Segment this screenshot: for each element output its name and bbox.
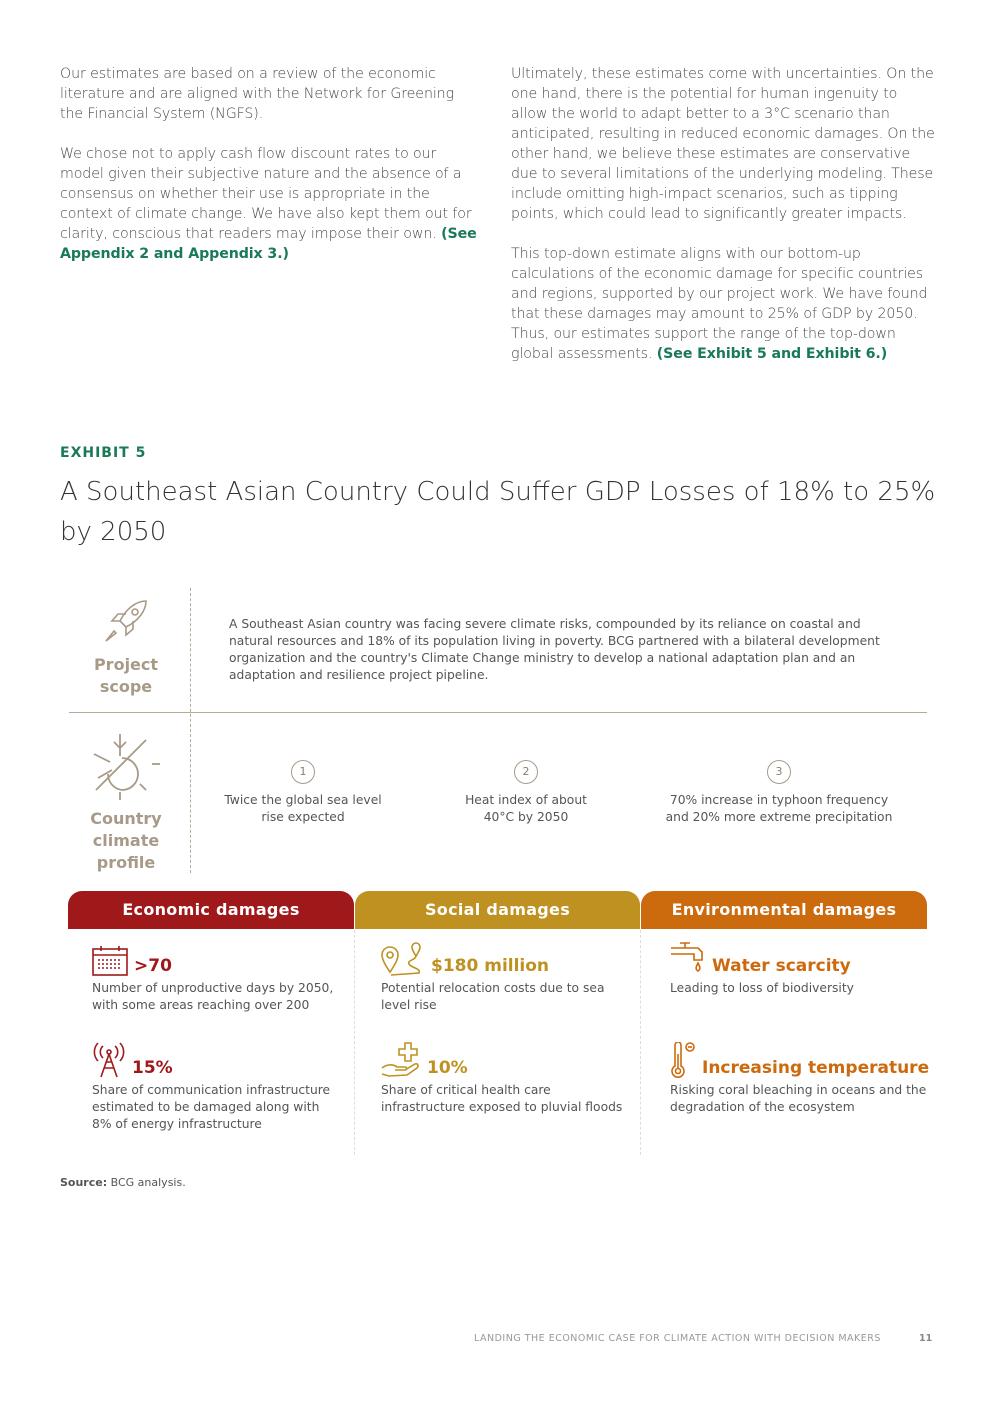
divider xyxy=(354,930,355,1155)
economic-damages-header: Economic damages xyxy=(68,891,354,929)
divider xyxy=(190,588,191,873)
climate-point-text: Heat index of about 40°C by 2050 xyxy=(465,793,587,824)
left-column xyxy=(60,64,480,284)
number-badge: 1 xyxy=(291,760,315,784)
damage-value: $180 million xyxy=(431,956,550,976)
thermometer-icon xyxy=(670,1042,696,1078)
damage-value: Increasing temperature xyxy=(702,1058,930,1078)
climate-point xyxy=(639,760,919,826)
calendar-icon xyxy=(92,946,128,976)
divider xyxy=(69,712,927,713)
source-label: Source: xyxy=(60,1176,108,1189)
source-text: BCG analysis. xyxy=(107,1176,186,1189)
damage-description: Potential relocation costs due to sea level rise xyxy=(381,981,605,1012)
faucet-icon xyxy=(670,942,706,976)
paragraph-text: This top-down estimate aligns with our bottom-up calculations of the economic damage for specific countries and regions, supported by our project work. We have found that these damages may amount to 25% of GDP by 2050. Thus, our estimates support the range of the top-down global assessments. xyxy=(511,246,928,362)
climate-point-text: 70% increase in typhoon frequency and 20% more extreme precipitation xyxy=(665,793,893,824)
social-damages-header: Social damages xyxy=(355,891,640,929)
rocket-icon xyxy=(102,597,150,645)
damage-item xyxy=(670,1046,930,1116)
damage-description: Share of communication infrastructure estimated to be damaged along with 8% of energy infrastructure xyxy=(92,1083,331,1131)
label-line: Country xyxy=(90,809,162,828)
label-line: scope xyxy=(99,677,153,696)
paragraph-text: We chose not to apply cash flow discount rates to our model given their subjective nature and the absence of a consensus on whether their use is appropriate in the context of climate change. We have also kept them out for clarity, conscious that readers may impose their own. xyxy=(60,146,472,242)
country-climate-profile-label xyxy=(70,808,182,874)
damage-value: 10% xyxy=(427,1058,468,1078)
exhibit-link[interactable]: (See Exhibit 5 and Exhibit 6.) xyxy=(656,346,888,362)
number-badge: 3 xyxy=(767,760,791,784)
damage-item xyxy=(381,1046,631,1116)
health-care-hand-icon xyxy=(381,1042,421,1078)
footer-title: LANDING THE ECONOMIC CASE FOR CLIMATE ACTION WITH DECISION MAKERS xyxy=(474,1333,881,1344)
project-scope-text: A Southeast Asian country was facing severe climate risks, compounded by its reliance on coastal and natural resources and 18% of its population living in poverty. BCG partnered with a bilateral development organization and the country's Climate Change ministry to develop a national adaptation plan and an adaptation and resilience project pipeline. xyxy=(229,617,880,682)
divider xyxy=(640,930,641,1155)
number-badge: 2 xyxy=(514,760,538,784)
sun-snow-icon xyxy=(92,734,160,802)
damage-item xyxy=(670,944,920,997)
right-column xyxy=(511,64,936,384)
damage-description: Number of unproductive days by 2050, with some areas reaching over 200 xyxy=(92,981,334,1012)
label-line: profile xyxy=(96,853,156,872)
damage-item xyxy=(92,944,342,1014)
paragraph xyxy=(511,244,936,364)
project-scope-label xyxy=(70,654,182,698)
paragraph: Our estimates are based on a review of the economic literature and are aligned with the Network for Greening the Financial System (NGFS). xyxy=(60,66,454,122)
damage-value: >70 xyxy=(134,956,172,976)
damage-value: 15% xyxy=(132,1058,173,1078)
climate-point xyxy=(183,760,423,826)
appendix-link[interactable]: (See Appendix 2 and Appendix 3.) xyxy=(60,226,477,262)
climate-point xyxy=(406,760,646,826)
label-line: Project xyxy=(93,655,159,674)
page-number: 11 xyxy=(919,1333,933,1344)
climate-point-text: Twice the global sea level rise expected xyxy=(224,793,382,824)
damage-description: Share of critical health care infrastructure exposed to pluvial floods xyxy=(381,1083,623,1114)
label-line: climate xyxy=(92,831,160,850)
damage-item xyxy=(92,1046,337,1133)
relocation-pin-icon xyxy=(381,942,425,976)
exhibit-label: EXHIBIT 5 xyxy=(60,445,147,461)
antenna-icon xyxy=(92,1042,126,1078)
environmental-damages-header: Environmental damages xyxy=(641,891,927,929)
damage-description: Leading to loss of biodiversity xyxy=(670,981,854,995)
damage-item xyxy=(381,944,631,1014)
damage-value: Water scarcity xyxy=(712,956,851,976)
exhibit-title: A Southeast Asian Country Could Suffer GDP Losses of 18% to 25% by 2050 xyxy=(60,477,936,547)
damage-description: Risking coral bleaching in oceans and the degradation of the ecosystem xyxy=(670,1083,927,1114)
paragraph xyxy=(60,144,480,264)
paragraph: Ultimately, these estimates come with uncertainties. On the one hand, there is the potential for human ingenuity to allow the world to adapt better to a 3°C scenario than anticipated, resulting in reduced economic damages. On the other hand, we believe these estimates are conservative due to several limitations of the underlying modeling. These include omitting high-impact scenarios, such as tipping points, which could lead to significantly greater impacts. xyxy=(511,66,935,222)
source-note xyxy=(60,1176,186,1189)
